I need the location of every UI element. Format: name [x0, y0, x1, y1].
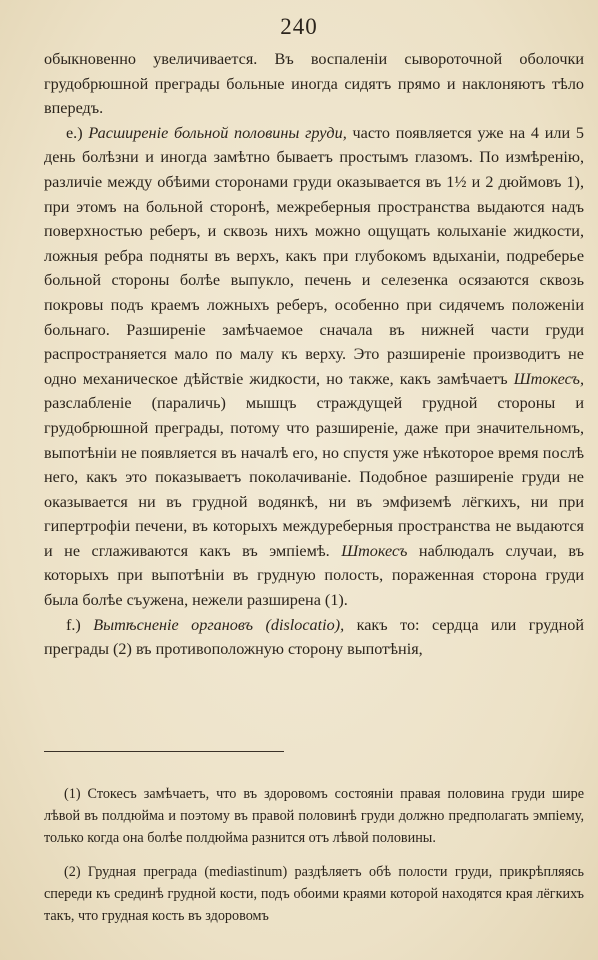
paragraph-continuation: обыкновенно увеличивается. Въ воспаленіи сывороточной оболочки грудобрюшной преграды больные иногда сидятъ прямо и наклоняютъ тѣло впередъ.: [44, 50, 584, 118]
section-marker-e: e.): [66, 123, 83, 142]
paragraph-text: часто появляется уже на 4 или 5 день болѣзни и иногда замѣтно бываетъ простымъ глазомъ. По измѣренію, различіе между обѣими сторонами груди оказывается въ 1½ и 2 дюймовъ 1), при этомъ на больной сторонѣ, межреберныя пространства выдаются надъ поверхностью реберъ, и сквозь нихъ можно ощущать колыханіе жидкости, ложныя ребра подняты въ верхъ, какъ при глубокомъ вдыханіи, подреберье больной стороны болѣе выпукло, печень и селезенка осязаются сквозь покровы подъ краемъ ложныхъ реберъ, особенно при сидячемъ положеніи больнаго. Разширеніе замѣчаемое сначала въ нижней части груди распространяется мало по малу къ верху. Это разширеніе производитъ не одно механическое дѣйствіе жидкости, но также, какъ замѣчаетъ: [44, 123, 585, 388]
author-name: Штокесъ,: [513, 369, 584, 388]
footnote-divider: [44, 751, 284, 752]
paragraph-text: какъ то: сердца или грудной преграды (2) въ противоположную сторону выпотѣнія,: [44, 615, 585, 659]
section-heading-f: Вытѣсненіе органовъ (dislocatio),: [93, 615, 345, 634]
main-text: [44, 47, 584, 662]
paragraph-text: наблюдалъ случаи, въ которыхъ при выпотѣніи въ грудную полость, пораженная сторона груди была болѣе съужена, нежели разширена (1).: [44, 541, 584, 610]
footnote: [44, 861, 584, 927]
footnote-marker: (1): [64, 786, 81, 802]
page-number: 240: [280, 14, 318, 39]
paragraph-f: [44, 613, 584, 662]
footnotes: [44, 783, 584, 939]
paragraph-e: [44, 121, 584, 613]
author-name: Штокесъ: [341, 541, 408, 560]
footnote-marker: (2): [64, 864, 81, 880]
footnote-text: Стокесъ замѣчаетъ, что въ здоровомъ состояніи правая половина груди шире лѣвой въ полдюйма и поэтому въ правой половинѣ груди должно предполагать эмпіему, только когда она болѣе полдюйма разнится отъ лѣвой половины.: [44, 786, 584, 846]
section-marker-f: f.): [66, 615, 81, 634]
section-heading-e: Расширеніе больной половины груди,: [88, 123, 347, 142]
footnote: [44, 783, 584, 849]
paragraph-text: разслабленіе (параличь) мышцъ страждущей грудной стороны и грудобрюшной преграды, потому что разширеніе, даже при значительномъ, выпотѣніи не появляется въ началѣ его, но спустя уже нѣкоторое время послѣ него, какъ это показываетъ поколачиваніе. Подобное разширеніе груди не оказывается ни въ грудной водянкѣ, ни въ эмфиземѣ лёгкихъ, ни при гипертрофіи печени, въ которыхъ междуреберныя пространства не выдаются и не сглаживаются какъ въ эмпіемѣ.: [44, 394, 584, 560]
footnote-text: Грудная преграда (mediastinum) раздѣляетъ обѣ полости груди, прикрѣпляясь спереди къ срединѣ грудной кости, подъ обоими краями которой находятся края лёгкихъ такъ, что грудная кость въ здоровомъ: [44, 864, 584, 924]
